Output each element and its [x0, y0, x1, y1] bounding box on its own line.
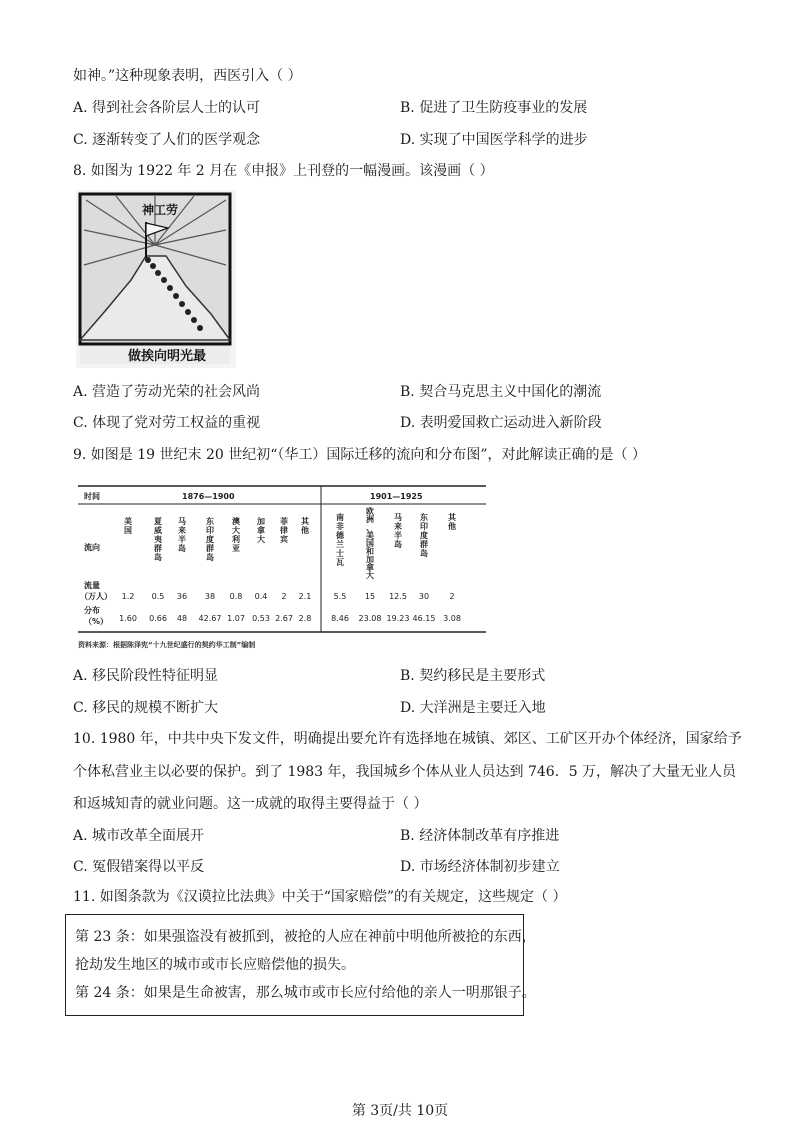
q8-cartoon-top-text: 神工劳	[142, 203, 179, 217]
q8-option-c[interactable]: C. 体现了党对劳工权益的重视	[73, 415, 261, 431]
table-period-1: 1876—1900	[182, 492, 235, 501]
q10-stem-line-3: 和返城知青的就业问题。这一成就的取得主要得益于（ ）	[73, 796, 428, 812]
table-dist-cell: 42.67	[198, 614, 222, 623]
table-qty-cell: 1.2	[121, 592, 135, 601]
table-qty-cell: 0.8	[229, 592, 243, 601]
q11-stem: 11. 如图条款为《汉谟拉比法典》中关于“国家赔偿”的有关规定，这些规定（ ）	[73, 889, 567, 905]
table-qty-cell: 36	[176, 592, 188, 601]
table-dist-cell: 3.08	[443, 614, 461, 623]
table-qty-label-2: （万人）	[80, 592, 112, 601]
table-destination-p1: 菲律宾	[280, 517, 288, 544]
table-qty-cell: 0.4	[254, 592, 268, 601]
table-dist-cell: 46.15	[412, 614, 436, 623]
table-destination-p1: 夏威夷群岛	[154, 517, 162, 562]
q9-option-d[interactable]: D. 大洋洲是主要迁入地	[400, 700, 546, 716]
q7-option-d[interactable]: D. 实现了中国医学科学的进步	[400, 132, 588, 148]
q8-option-a[interactable]: A. 营造了劳动光荣的社会风尚	[73, 384, 261, 400]
law-box-line-3: 第 24 条：如果是生命被害，那么城市或市长应付给他的亲人一明那银子。	[75, 985, 536, 1001]
q8-option-b[interactable]: B. 契合马克思主义中国化的潮流	[400, 384, 602, 400]
table-qty-cell: 12.5	[389, 592, 407, 601]
table-destination-p2: 马来半岛	[394, 513, 402, 549]
table-qty-cell: 5.5	[333, 592, 347, 601]
page-footer: 第 3页/共 10页	[351, 1103, 449, 1119]
table-flow-label: 流向	[84, 543, 100, 552]
q7-options-row-1	[73, 98, 733, 118]
table-dist-label-2: （%）	[84, 617, 109, 626]
table-destination-p1: 马来半岛	[178, 517, 186, 553]
q7-option-b[interactable]: B. 促进了卫生防疫事业的发展	[400, 100, 588, 116]
q7-option-c[interactable]: C. 逐渐转变了人们的医学观念	[73, 132, 261, 148]
q9-options-row-2	[73, 698, 733, 718]
table-destination-p1: 加拿大	[257, 517, 265, 544]
q8-stem: 8. 如图为 1922 年 2 月在《申报》上刊登的一幅漫画。该漫画（ ）	[73, 163, 494, 179]
table-destination-p1: 东印度群岛	[206, 517, 214, 562]
table-qty-cell: 38	[204, 592, 216, 601]
q7-stem-tail: 如神。”这种现象表明，西医引入（ ）	[73, 68, 302, 84]
table-destination-p1: 澳大利亚	[232, 517, 240, 553]
q8-options-row-2	[73, 413, 733, 433]
q10-option-d[interactable]: D. 市场经济体制初步建立	[400, 859, 560, 875]
q9-migration-table	[78, 484, 488, 649]
q8-cartoon-image	[76, 190, 236, 368]
table-dist-cell: 2.8	[298, 614, 312, 623]
q9-option-a[interactable]: A. 移民阶段性特征明显	[73, 668, 219, 684]
q10-stem-line-1: 10. 1980 年，中共中央下发文件，明确提出要允许有选择地在城镇、郊区、工矿区开办个体经济，国家给予	[73, 731, 742, 747]
law-box-line-1: 第 23 条：如果强盗没有被抓到，被抢的人应在神前中明他所被抢的东西，	[75, 929, 536, 945]
table-qty-cell: 30	[418, 592, 430, 601]
table-dist-cell: 19.23	[386, 614, 410, 623]
table-dist-cell: 0.66	[149, 614, 167, 623]
table-dist-cell: 2.67	[275, 614, 293, 623]
table-destination-p2: 欧洲、美国和加拿大	[366, 507, 374, 580]
table-qty-label-1: 流量	[84, 581, 100, 590]
table-header-time: 时间	[84, 492, 100, 501]
table-source-note: 资料来源：根据陈泽宪“十九世纪盛行的契约华工制”编制	[78, 641, 256, 649]
law-box-line-2: 抢劫发生地区的城市或市长应赔偿他的损失。	[75, 957, 355, 973]
table-dist-cell: 23.08	[358, 614, 382, 623]
table-destination-p2: 其他	[448, 513, 456, 531]
table-dist-cell: 8.46	[331, 614, 349, 623]
q10-options-row-1	[73, 826, 733, 846]
table-dist-cell: 48	[176, 614, 188, 623]
table-destination-p2: 南非德兰士瓦	[336, 513, 344, 567]
q10-options-row-2	[73, 857, 733, 877]
table-destination-p2: 东印度群岛	[420, 513, 428, 558]
table-destination-p1: 美国	[124, 517, 132, 535]
q9-option-c[interactable]: C. 移民的规模不断扩大	[73, 700, 219, 716]
table-qty-cell: 0.5	[151, 592, 165, 601]
q9-option-b[interactable]: B. 契约移民是主要形式	[400, 668, 546, 684]
table-dist-cell: 0.53	[252, 614, 270, 623]
table-qty-cell: 2	[449, 592, 455, 601]
q8-options-row-1	[73, 382, 733, 402]
q7-options-row-2	[73, 130, 733, 150]
table-qty-cell: 15	[364, 592, 376, 601]
table-qty-cell: 2	[281, 592, 287, 601]
q8-cartoon-caption: 做挨向明光最	[128, 349, 207, 364]
q11-law-box	[65, 914, 536, 1016]
table-dist-cell: 1.60	[119, 614, 137, 623]
q8-option-d[interactable]: D. 表明爱国救亡运动进入新阶段	[400, 415, 602, 431]
q10-option-b[interactable]: B. 经济体制改革有序推进	[400, 828, 560, 844]
table-dist-label-1: 分布	[84, 606, 100, 615]
q10-stem-line-2: 个体私营业主以必要的保护。到了 1983 年，我国城乡个体从业人员达到 746．5 万，解决了大量无业人员	[73, 764, 737, 780]
q10-option-c[interactable]: C. 冤假错案得以平反	[73, 859, 205, 875]
q9-options-row-1	[73, 666, 733, 686]
q10-option-a[interactable]: A. 城市改革全面展开	[73, 828, 205, 844]
q7-option-a[interactable]: A. 得到社会各阶层人士的认可	[73, 100, 261, 116]
table-period-2: 1901—1925	[370, 492, 423, 501]
table-dist-cell: 1.07	[227, 614, 245, 623]
table-destination-p1: 其他	[301, 517, 309, 535]
q9-stem: 9. 如图是 19 世纪末 20 世纪初“（华工）国际迁移的流向和分布图”，对此解读正确的是（ ）	[73, 447, 646, 463]
table-qty-cell: 2.1	[298, 592, 312, 601]
